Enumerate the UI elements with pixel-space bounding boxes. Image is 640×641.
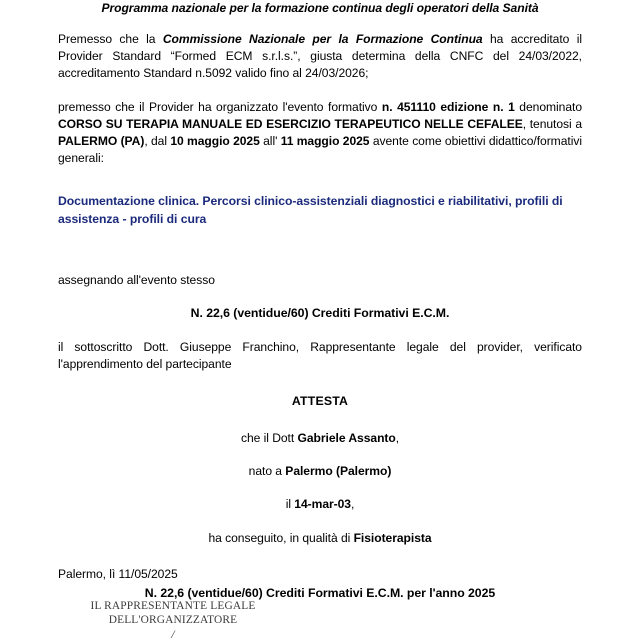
event-all: all' [259,134,281,149]
spacer [58,167,582,193]
event-dal: , dal [144,134,171,149]
signature-line-1: IL RAPPRESENTANTE LEGALE [90,600,256,612]
birthplace-line [58,463,582,480]
profession-line [58,530,582,547]
event-prefix: premesso che il Provider ha organizzato l'evento formativo [58,99,382,114]
spacer [58,289,582,305]
accreditation-body: ha accreditato il Provider Standard “Formed ECM s.r.l.s.”, giusta determina della CNFC del 24/03/2022, accreditamento Standard n.5092 valido fino al 24/03/2026; [58,32,582,81]
event-tenutosi: , tenutosi a [522,116,582,131]
spacer [58,373,582,393]
event-denominato: denominato [514,99,583,114]
document-title: Programma nazionale per la formazione continua degli operatori della Sanità [101,1,539,15]
spacer [58,15,582,31]
paragraph-accreditation [58,31,582,83]
birthplace-prefix: nato a [248,464,286,479]
commission-name: Commissione Nazionale per la Formazione Continua [162,32,483,46]
event-number: n. 451110 edizione n. 1 [381,99,515,114]
birthplace-value: Palermo (Palermo) [285,464,392,479]
credits-year-line: N. 22,6 (ventidue/60) Crediti Formativi E.C.M. per l'anno 2025 [144,585,496,600]
birthdate-value: 14-mar-03 [294,497,351,512]
participant-suffix: , [395,431,400,446]
spacer [58,514,582,530]
undersigned-line: il sottoscritto Dott. Giuseppe Franchino, Rappresentante legale del provider, verificato l'apprendimento del partecipante [58,339,582,371]
spacer [58,447,582,463]
spacer [58,83,582,99]
spacer [58,480,582,496]
document-content [58,0,582,602]
place-and-date: Palermo, lì 11/05/2025 [58,567,178,581]
profession-value: Fisioterapista [353,530,432,545]
spacer [58,410,582,430]
birthdate-suffix: , [350,497,355,512]
profession-prefix: ha conseguito, in qualità di [208,530,354,545]
signature-block [58,599,288,640]
assigning-line: assegnando all'evento stesso [58,273,215,288]
training-objectives: Documentazione clinica. Percorsi clinico-assistenziali diagnostici e riabilitativi, profili di assistenza - profili di cura [58,194,563,226]
credits-line: N. 22,6 (ventidue/60) Crediti Formativi E.C.M. [190,306,450,321]
spacer [58,323,582,339]
event-location: PALERMO (PA) [58,134,145,149]
birthdate-line [58,496,582,513]
participant-prefix: che il Dott [240,431,298,446]
course-title: CORSO SU TERAPIA MANUALE ED ESERCIZIO TERAPEUTICO NELLE CEFALEE [58,116,523,131]
spacer [58,228,582,272]
paragraph-event [58,99,582,168]
accreditation-prefix: Premesso che la [58,32,163,46]
participant-name: Gabriele Assanto [297,431,396,446]
attesta-heading: ATTESTA [291,394,349,409]
participant-line [58,430,582,447]
event-suffix: avente come obiettivi didattico/formativi generali: [58,134,582,166]
birthdate-prefix: il [285,497,295,512]
signature-line-2: DELL'ORGANIZZATORE [108,614,238,627]
signature-mark: / [171,627,175,641]
event-date-from: 10 maggio 2025 [170,134,260,149]
event-date-to: 11 maggio 2025 [280,134,370,149]
